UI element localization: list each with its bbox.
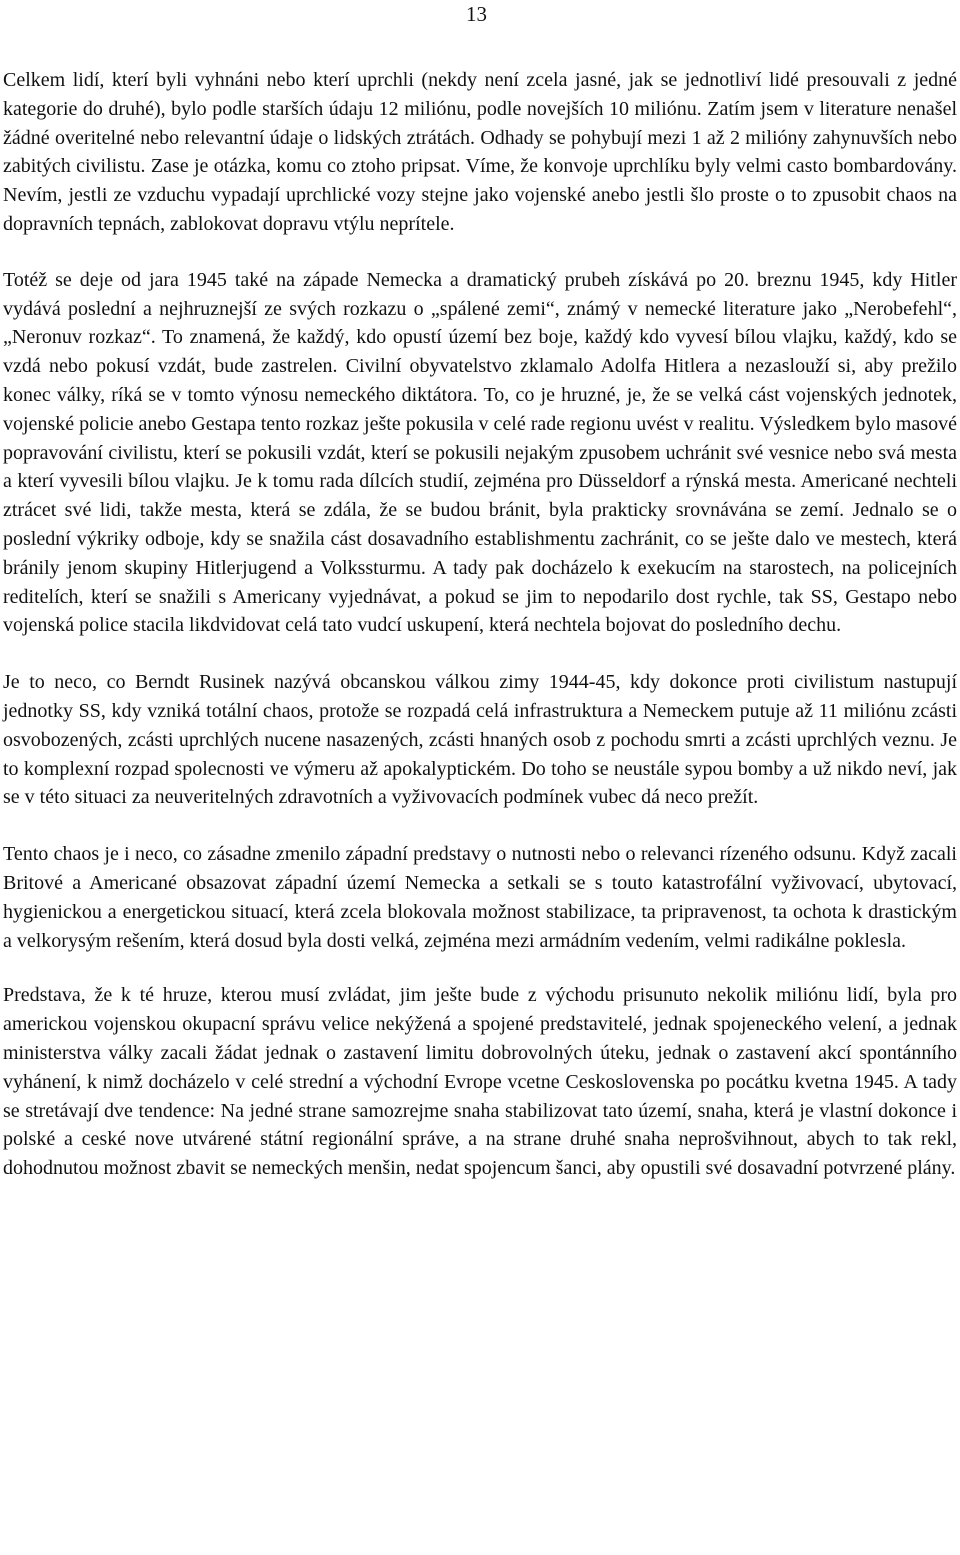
paragraph-nero-decree: Totéž se deje od jara 1945 také na západe Nemecka a dramatický prubeh získává po 20. breznu 1945, kdy Hitler vydává poslední a nejhruznejší ze svých rozkazu o „spálené zemi“, známý v nemecké literature jako „Nerobefehl“, „Neronuv rozkaz“. To znamená, že každý, kdo opustí území bez boje, každý kdo vyvesí bílou vlajku, každý, kdo se vzdá nebo pokusí vzdát, bude zastrelen. Civilní obyvatelstvo zklamalo Adolfa Hitlera a nezaslouží si, aby prežilo konec války, ríká se v tomto výnosu nemeckého diktátora. To, co je hruzné, je, že se velká cást vojenských jednotek, vojenské policie anebo Gestapa tento rozkaz ješte pokusila v celé rade regionu uvést v realitu. Výsledkem bylo masové popravování civilistu, kterí se pokusili vzdát, kterí se pokusili nejakým zpusobem uchránit své vesnice nebo svá mesta a kterí vyvesili bílou vlajku. Je k tomu rada dílcích studií, zejména pro Düsseldorf a rýnská mesta. Americané nechteli ztrácet své lidi, takže mesta, která se zdála, že se budou bránit, byla prakticky srovnávána se zemí. Jednalo se o poslední výkriky odboje, kdy se snažila cást dosavadního establishmentu zachránit, co se ješte dalo ve mestech, která bránily jenom skupiny Hitlerjugend a Volkssturmu. A tady pak docházelo k exekucím na starostech, na policejních reditelích, kterí se snažili s Americany vyjednávat, a pokud se jim to nepodarilo dost rychle, tak SS, Gestapo nebo vojenská police stacila likdvidovat celá tato vudcí uskupení, která nechtela bojovat do posledního dechu.	[3, 268, 957, 637]
paragraph-two-tendencies: Predstava, že k té hruze, kterou musí zvládat, jim ješte bude z východu prisunuto nekolik miliónu lidí, byla pro americkou vojenskou okupacní správu velice nekýžená a spojené predstavitelé, jednak spojeneckého velení, a jednak ministerstva války zacali žádat jednak o zastavení limitu dobrovolných úteku, jednak o zastavení akcí spontánního vyhánení, k nimž docházelo v celé strední a východní Evrope vcetne Ceskoslovenska po pocátku kvetna 1945. A tady se stretávají dve tendence: Na jedné strane samozrejme snaha stabilizovat tato území, snaha, která je vlastní dokonce i polské a ceské nove utvárené státní regionální správe, a na strane druhé snaha neprošvihnout, abych to tak rekl, dohodnutou možnost zbavit se nemeckých menšin, nedat spojencum šanci, aby opustili své dosavadní potvrzené plány.	[3, 984, 957, 1180]
page-number: 13	[466, 2, 487, 26]
paragraph-western-chaos: Tento chaos je i neco, co zásadne zmenilo západní predstavy o nutnosti nebo o relevanci rízeného odsunu. Když zacali Britové a Americané obsazovat západní území Nemecka a setkali se s touto katastrofální vyživovací, ubytovací, hygienickou a energetickou situací, která zcela blokovala možnost stabilizace, ta pripravenost, ta ochota k drastickým a velkorysým rešením, která dosud byla dosti velká, zejména mezi armádním vedením, velmi radikálne poklesla.	[3, 843, 957, 952]
paragraph-refugee-numbers: Celkem lidí, kterí byli vyhnáni nebo kterí uprchli (nekdy není zcela jasné, jak se jednotliví lidé presouvali z jedné kategorie do druhé), bylo podle starších údaju 12 miliónu, podle novejších 10 miliónu. Zatím jsem v literature nenašel žádné overitelné nebo relevantní údaje o lidských ztrátách. Odhady se pohybují mezi 1 až 2 milióny zahynuvších nebo zabitých civilistu. Zase je otázka, komu co ztoho pripsat. Víme, že konvoje uprchlíku byly velmi casto bombardovány. Nevím, jestli ze vzduchu vypadají uprchlické vozy stejne jako vojenské anebo jestli šlo proste o to zpusobit chaos na dopravních tepnách, zablokovat dopravu vtýlu neprítele.	[3, 69, 957, 235]
document-body	[3, 66, 957, 1183]
paragraph-civil-war: Je to neco, co Berndt Rusinek nazývá obcanskou válkou zimy 1944-45, kdy dokonce proti civilistum nastupují jednotky SS, kdy vzniká totální chaos, protože se rozpadá celá infrastruktura a Nemeckem putuje až 11 miliónu zcásti osvobozených, zcásti uprchlých nucene nasazených, zcásti hnaných osob z pochodu smrti a zcásti uprchlých veznu. Je to komplexní rozpad spolecnosti ve výmeru až apokalyptickém. Do toho se neustále sypou bomby a už nikdo neví, jak se v této situaci za neuveritelných zdravotních a vyživovacích podmínek vubec dá neco prežít.	[3, 671, 957, 809]
